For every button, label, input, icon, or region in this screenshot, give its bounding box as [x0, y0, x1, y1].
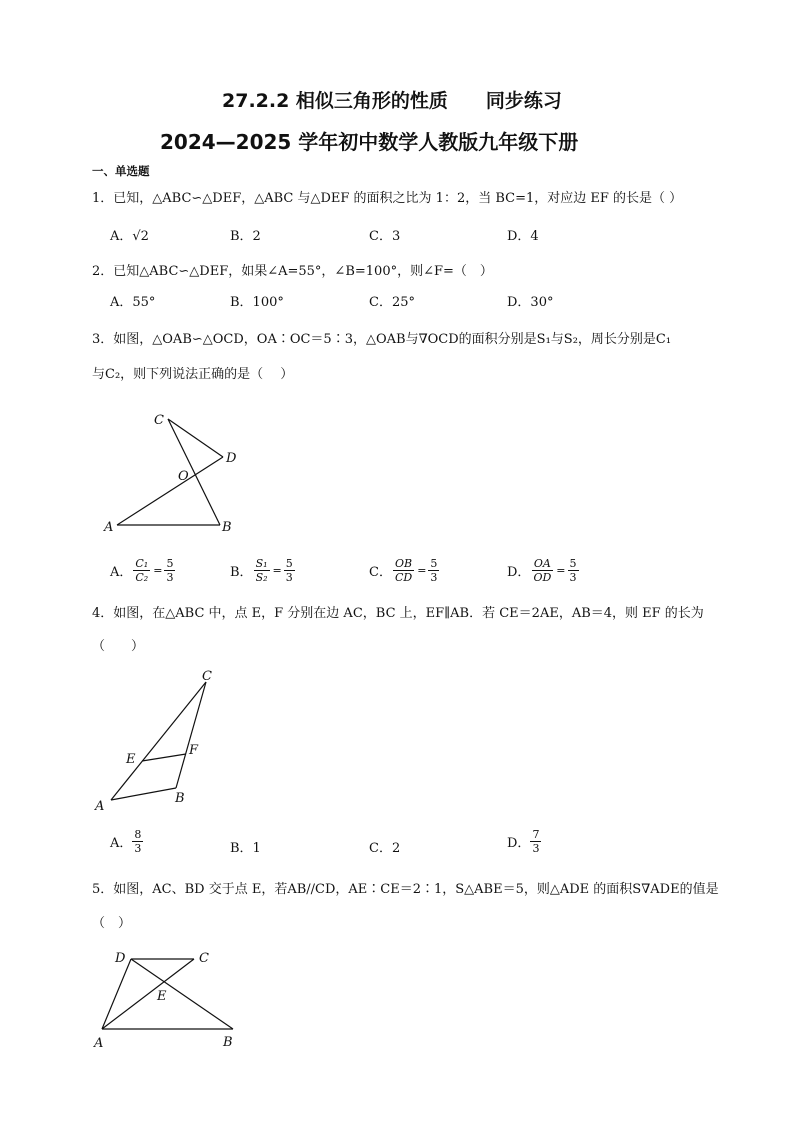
q4-d-frac-den: 3 [532, 842, 540, 855]
page-subtitle: 2024—2025 学年初中数学人教版九年级下册 [160, 130, 579, 154]
question-2-text: 2．已知△ABC∽△DEF，如果∠A=55°，∠B=100°，则∠F=（ ） [92, 264, 493, 279]
q3-option-a-prefix: A． [110, 565, 133, 580]
q3-option-a [110, 557, 175, 584]
q3-label-a: A [104, 520, 114, 535]
q3-c-equals: = [417, 564, 427, 577]
q5-label-a: A [94, 1036, 104, 1051]
question-4-text-line1: 4．如图，在△ABC 中，点 E，F 分别在边 AC，BC 上，EF∥AB．若 CE＝2AE，AB＝4，则 EF 的长为 [92, 606, 704, 621]
question-5-text-line1: 5．如图，AC、BD 交于点 E，若AB//CD，AE∶CE＝2∶1，S△ABE＝5，则△ADE 的面积S∇ADE的值是 [92, 882, 719, 897]
q3-label-b: B [222, 520, 232, 535]
q3-d-value-den: 3 [569, 571, 577, 584]
q3-label-c: C [154, 413, 164, 428]
q4-label-f: F [189, 743, 199, 758]
q3-d-equals: = [556, 564, 566, 577]
q5-label-c: C [199, 951, 209, 966]
q3-option-c [369, 557, 439, 584]
q3-b-equals: = [272, 564, 282, 577]
q3-option-c-prefix: C． [369, 565, 392, 580]
q2-option-b: B．100° [230, 295, 284, 310]
q3-figure-lines [117, 419, 223, 525]
q3-label-d: D [226, 451, 237, 466]
q4-figure [88, 662, 228, 822]
q4-option-d-prefix: D． [507, 836, 531, 851]
q3-option-d [507, 557, 579, 584]
q3-b-value-den: 3 [285, 571, 293, 584]
q3-a-value-num: 5 [166, 557, 174, 570]
q3-option-b [230, 557, 295, 584]
q2-option-d: D．30° [507, 295, 554, 310]
q4-label-c: C [202, 669, 212, 684]
q3-b-frac-num: S₁ [255, 557, 268, 570]
q4-option-c: C．2 [369, 841, 401, 856]
q3-a-value-den: 3 [166, 571, 174, 584]
q4-option-a-prefix: A． [110, 836, 133, 851]
q3-a-frac-den: C₂ [135, 571, 149, 584]
q4-label-b: B [175, 791, 185, 806]
q3-a-equals: = [153, 564, 163, 577]
q5-label-e: E [157, 989, 167, 1004]
q4-option-b: B．1 [230, 841, 261, 856]
q2-option-c: C．25° [369, 295, 415, 310]
question-3-text-line1: 3．如图，△OAB∽△OCD，OA∶OC＝5∶3，△OAB与∇OCD的面积分别是S₁与S₂，周长分别是C₁ [92, 332, 672, 347]
q4-figure-lines [111, 682, 206, 800]
question-3-text-line2: 与C₂，则下列说法正确的是（ ） [92, 367, 294, 382]
question-5-text-line2: （ ） [92, 916, 132, 931]
page-title: 27.2.2 相似三角形的性质 同步练习 [222, 90, 562, 112]
q3-c-value-num: 5 [430, 557, 438, 570]
q5-label-b: B [223, 1035, 233, 1050]
q3-option-b-prefix: B． [230, 565, 253, 580]
q4-a-frac-den: 3 [134, 842, 142, 855]
q3-figure [95, 405, 265, 540]
question-1-text: 1．已知，△ABC∽△DEF，△ABC 与△DEF 的面积之比为 1：2，当 BC=1，对应边 EF 的长是（ ） [92, 191, 683, 206]
section-heading: 一、单选题 [92, 164, 150, 178]
q3-b-frac-den: S₂ [255, 571, 268, 584]
q3-a-frac-num: C₁ [135, 557, 149, 570]
q3-label-o: O [178, 469, 189, 484]
q1-option-c: C．3 [369, 229, 401, 244]
q1-option-d: D．4 [507, 229, 539, 244]
q4-label-a: A [95, 799, 105, 814]
q5-figure [88, 942, 248, 1057]
q1-option-b: B．2 [230, 229, 261, 244]
q1-option-a: A．√2 [110, 229, 149, 244]
question-4-text-line2: （ ） [92, 639, 145, 654]
q3-d-value-num: 5 [569, 557, 577, 570]
q3-c-frac-num: OB [395, 557, 413, 570]
q4-option-a [110, 828, 143, 855]
q3-d-frac-den: OD [533, 571, 552, 584]
q3-c-value-den: 3 [430, 571, 438, 584]
q3-d-frac-num: OA [533, 557, 551, 570]
q5-figure-lines [102, 959, 233, 1029]
q3-c-frac-den: CD [394, 571, 413, 584]
q3-option-d-prefix: D． [507, 565, 531, 580]
q4-a-frac-num: 8 [134, 828, 142, 841]
q4-label-e: E [126, 752, 136, 767]
q4-option-d [507, 828, 541, 855]
q4-d-frac-num: 7 [532, 828, 540, 841]
q5-label-d: D [115, 951, 126, 966]
q2-option-a: A．55° [110, 295, 156, 310]
q3-b-value-num: 5 [285, 557, 293, 570]
